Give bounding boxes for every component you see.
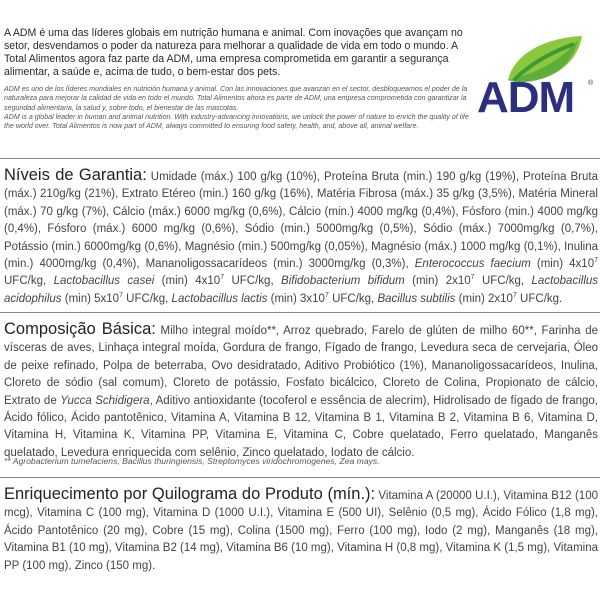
garantia-text: UFC/kg, [474,275,532,288]
organism-name: Yucca Schidigera [60,394,150,407]
divider [0,477,600,478]
organism-name: Enterococcus faecium [414,258,531,271]
organism-name: Bacillus subtilis [377,292,456,305]
composicao-section [4,321,598,462]
garantia-text: UFC/kg, [224,275,282,288]
organism-name: Lactobacillus casei [53,275,155,288]
garantia-text: Umidade (máx.) 100 g/kg (10%), Proteína Bruta (min.) 190 g/kg (19%), Proteína Bruta (máx.) 210g/kg (21%), Extrato Etéreo (min.) 160 g/kg (16%), Matéria Fibrosa (máx.) 35 g/kg (3,5%), Matéria Mineral (máx.) 70 g/kg (7%), Cálcio (máx.) 6000 mg/kg (0,6%), Cálcio (min.) 4000 mg/kg (0,4%), Fósforo (min.) 4000 mg/kg (0,4%), Fósforo (máx.) 6000 mg/kg (0,6%), Sódio (min.) 5000mg/kg (0,5%), Sódio (máx.) 7000mg/kg (0,7%), Potássio (min.) 6000mg/kg (0,6%), Magnésio (min.) 500mg/kg (0,05%), Magnésio (máx.) 1000 mg/kg (0,1%), Inulina (min.) 4000mg/kg (0,4%), Mananoligossacarídeos (min.) 3000mg/kg (0,3%), [4,171,598,271]
divider [0,312,600,313]
intro-portuguese: A ADM é uma das líderes globais em nutrição humana e animal. Com inovações que avançam no setor, desvendamos o poder da natureza para melhorar a qualidade de vida em todo o mundo. A Total Alimentos agora faz parte da ADM, uma empresa comprometida em garantir a segurança alimentar, a saúde e, acima de tudo, o bem-estar dos pets. [4,27,463,79]
enriquecimento-section [4,486,598,575]
enriquecimento-title: Enriquecimento por Quilograma do Produto (mín.): [4,485,376,503]
garantia-text: UFC/kg, [122,292,172,305]
exponent: 7 [220,274,225,282]
intro-spanish: ADM es uno de los líderes mundiales en nutrición humana y animal. Con las innovaciones que avanzan en el sector, desbloqueamos el poder de la naturaleza para mejorar la calidad de vida en todo el mundo. Total Alimentos ahora es parte de ADM, una empresa comprometida con garantizar la seguridad alimentaria, la salud y, sobre todo, el bienestar de las mascotas. [4,85,468,112]
enriquecimento-text: Vitamina A (20000 U.I.), Vitamina B12 (100 mcg), Vitamina C (100 mg), Vitamina D (1000 U.I.), Vitamina E (500 UI), Selênio (0,5 mg), Ácido Fólico (1,8 mg), Ácido Pantotênico (20 mg), Cobre (15 mg), Colina (1500 mg), Ferro (100 mg), Iodo (2 mg), Manganês (18 mg), Vitamina B1 (10 mg), Vitamina B2 (14 mg), Vitamina B6 (10 mg), Vitamina H (0,8 mg), Vitamina K (1,5 mg), Vitamina PP (100 mg), Zinco (150 mg). [4,490,598,572]
garantia-text: (min) 3x10 [267,292,325,305]
organism-name: Lactobacillus acidophilus [4,275,599,305]
garantia-text: (min) 2x10 [404,275,471,288]
adm-logo: ADM [477,73,575,122]
garantia-section [4,167,598,308]
garantia-text: UFC/kg, [4,275,54,288]
exponent: 7 [324,292,329,300]
garantia-text: (min) 4x10 [530,258,595,271]
composicao-text: , Aditivo antioxidante (tocoferol e essência de alecrim), Hidrolisado de fígado de frango, Ácido fólico, Ácido pantotênico, Vitamina A, Vitamina B 12, Vitamina B 1, Vitamina B 2, Vitamina B 6, Vitamina D, Vitamina H, Vitamina K, Vitamina PP, Vitamina E, Vitamina C, Cobre quelatado, Ferro quelatado, Manganês quelatado, Levedura enriquecida com selênio, Zinco quelatado, Iodato de cálcio. [4,394,598,459]
garantia-text: UFC/kg. [516,292,563,305]
garantia-text: (min) 2x10 [455,292,513,305]
composicao-text: Milho integral moído**, Arroz quebrado, Farelo de glúten de milho 60**, Farinha de vísceras de aves, Linhaça integral moída, Gordura de frango, Fígado de frango, Levedura seca de cervejaria, Óleo de peixe refinado, Polpa de beterraba, Ovo desidratado, Aditivo Probiótico (1%), Mananoligossacarídeos, Inulina, Cloreto de sódio (sal comum), Cloreto de potássio, Fosfato bicálcico, Cloreto de Colina, Propionato de cálcio, Extrato de [4,325,598,407]
intro-english: ADM is a global leader in human and animal nutrition. With industry-advancing innovations, we unlock the power of nature to enrich the quality of life the world over. Total Alimentos is now part of ADM, always committed to ensuring food safety, health, and, above all, animal welfare. [4,113,469,131]
exponent: 7 [470,274,475,282]
exponent: 7 [594,257,598,265]
exponent: 7 [512,292,517,300]
garantia-text: (min) 4x10 [154,275,221,288]
garantia-text: UFC/kg, [328,292,378,305]
garantia-text: (min) 5x10 [61,292,120,305]
exponent: 7 [119,292,123,300]
divider [0,158,600,159]
organism-name: Bifidobacterium bifidum [281,275,405,288]
composicao-title: Composição Básica: [4,320,156,338]
organism-name: Lactobacillus lactis [171,292,268,305]
garantia-title: Níveis de Garantia: [4,166,147,184]
registered-mark: ® [588,80,594,87]
composicao-footnote: ** Agrobacterium tumefaciens, Bacillus thuringiensis, Streptomyces viridochromogenes, Zea mays. [4,456,380,466]
header [0,0,600,160]
